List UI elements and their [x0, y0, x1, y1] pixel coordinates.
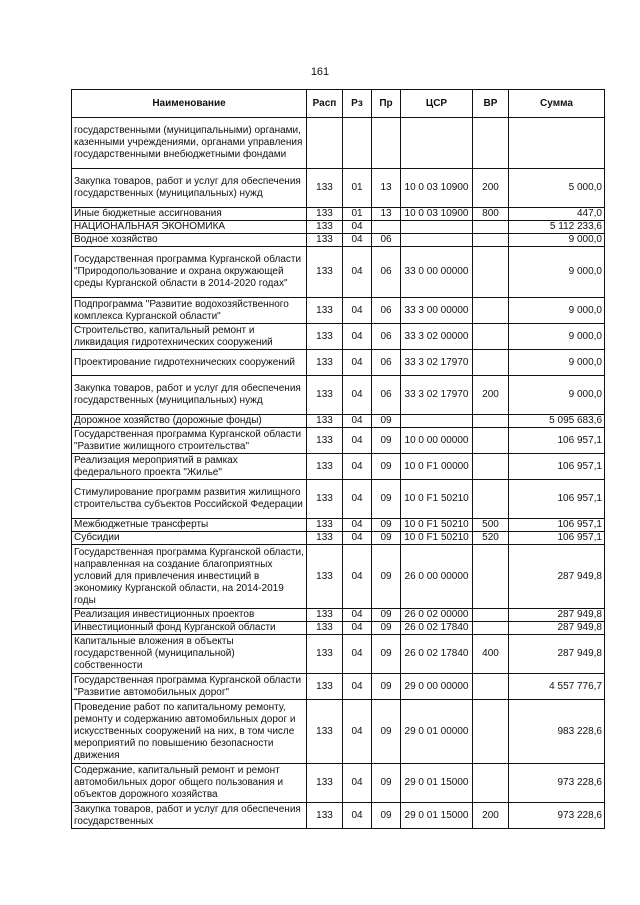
table-row — [72, 247, 605, 298]
row-sum: 5 112 233,6 — [509, 221, 605, 234]
header-pr: Пр — [372, 90, 401, 118]
row-vr: 520 — [473, 532, 509, 545]
row-name: Проведение работ по капитальному ремонту, ремонту и содержанию автомобильных дорог и искусственных сооружений на них, в том числе мероприятий по повышению безопасности движения — [72, 700, 307, 764]
row-vr: 200 — [473, 169, 509, 208]
row-rz: 04 — [343, 519, 372, 532]
row-vr — [473, 350, 509, 376]
row-rasp: 133 — [307, 208, 343, 221]
row-name: НАЦИОНАЛЬНАЯ ЭКОНОМИКА — [72, 221, 307, 234]
row-pr: 06 — [372, 324, 401, 350]
row-name: Государственная программа Курганской области "Природопользование и охрана окружающей среды Курганской области в 2014-2020 годах" — [72, 247, 307, 298]
row-rasp: 133 — [307, 622, 343, 635]
row-vr — [473, 545, 509, 609]
row-pr: 09 — [372, 700, 401, 764]
row-csr: 33 3 00 00000 — [401, 298, 473, 324]
row-csr — [401, 221, 473, 234]
table-row — [72, 480, 605, 519]
table-row — [72, 428, 605, 454]
row-vr: 800 — [473, 208, 509, 221]
row-name: Реализация мероприятий в рамках федерального проекта "Жилье" — [72, 454, 307, 480]
row-rasp: 133 — [307, 480, 343, 519]
row-rasp: 133 — [307, 519, 343, 532]
row-pr: 13 — [372, 208, 401, 221]
row-rasp: 133 — [307, 234, 343, 247]
row-pr — [372, 221, 401, 234]
table-row — [72, 324, 605, 350]
header-row — [72, 90, 605, 118]
row-vr — [473, 247, 509, 298]
table-row — [72, 545, 605, 609]
row-name: Инвестиционный фонд Курганской области — [72, 622, 307, 635]
row-rz: 04 — [343, 764, 372, 803]
row-rz: 04 — [343, 298, 372, 324]
row-rasp: 133 — [307, 700, 343, 764]
row-rz: 04 — [343, 247, 372, 298]
row-vr — [473, 415, 509, 428]
row-csr: 10 0 03 10900 — [401, 208, 473, 221]
row-csr: 33 3 02 17970 — [401, 376, 473, 415]
row-rz: 04 — [343, 428, 372, 454]
row-sum: 106 957,1 — [509, 454, 605, 480]
row-rasp: 133 — [307, 324, 343, 350]
row-rasp: 133 — [307, 169, 343, 208]
row-pr: 09 — [372, 609, 401, 622]
row-vr — [473, 764, 509, 803]
row-rz: 04 — [343, 622, 372, 635]
row-csr — [401, 415, 473, 428]
row-pr: 09 — [372, 803, 401, 829]
table-row — [72, 700, 605, 764]
row-csr: 10 0 00 00000 — [401, 428, 473, 454]
row-sum: 287 949,8 — [509, 609, 605, 622]
row-pr: 09 — [372, 519, 401, 532]
row-sum: 9 000,0 — [509, 376, 605, 415]
table-row — [72, 118, 605, 169]
row-rz: 04 — [343, 532, 372, 545]
row-rasp: 133 — [307, 376, 343, 415]
table-row — [72, 609, 605, 622]
row-rasp: 133 — [307, 635, 343, 674]
row-rasp: 133 — [307, 609, 343, 622]
row-rz: 04 — [343, 803, 372, 829]
row-csr: 26 0 02 17840 — [401, 635, 473, 674]
row-vr: 200 — [473, 803, 509, 829]
row-sum: 9 000,0 — [509, 247, 605, 298]
row-sum: 973 228,6 — [509, 764, 605, 803]
row-name: Проектирование гидротехнических сооружений — [72, 350, 307, 376]
row-sum: 5 095 683,6 — [509, 415, 605, 428]
row-sum: 9 000,0 — [509, 350, 605, 376]
row-pr: 09 — [372, 532, 401, 545]
row-csr: 26 0 00 00000 — [401, 545, 473, 609]
row-csr: 10 0 F1 50210 — [401, 480, 473, 519]
header-name: Наименование — [72, 90, 307, 118]
row-vr — [473, 674, 509, 700]
row-csr: 26 0 02 00000 — [401, 609, 473, 622]
table-row — [72, 674, 605, 700]
row-vr — [473, 298, 509, 324]
row-rz: 01 — [343, 169, 372, 208]
table-row — [72, 454, 605, 480]
table-row — [72, 415, 605, 428]
row-sum — [509, 118, 605, 169]
table-row — [72, 298, 605, 324]
row-pr: 09 — [372, 480, 401, 519]
row-vr — [473, 622, 509, 635]
row-csr: 10 0 F1 50210 — [401, 519, 473, 532]
table-row — [72, 169, 605, 208]
row-name: Государственная программа Курганской области "Развитие автомобильных дорог" — [72, 674, 307, 700]
row-sum: 447,0 — [509, 208, 605, 221]
table-row — [72, 532, 605, 545]
table-row — [72, 208, 605, 221]
row-sum: 9 000,0 — [509, 324, 605, 350]
table-row — [72, 519, 605, 532]
row-csr: 33 3 02 00000 — [401, 324, 473, 350]
row-rz: 04 — [343, 454, 372, 480]
row-rasp: 133 — [307, 545, 343, 609]
row-pr: 09 — [372, 622, 401, 635]
row-rz: 04 — [343, 700, 372, 764]
header-vr: ВР — [473, 90, 509, 118]
row-csr: 26 0 02 17840 — [401, 622, 473, 635]
row-csr: 29 0 00 00000 — [401, 674, 473, 700]
row-sum: 106 957,1 — [509, 480, 605, 519]
row-rz — [343, 118, 372, 169]
row-rasp: 133 — [307, 350, 343, 376]
row-rz: 04 — [343, 635, 372, 674]
row-vr: 500 — [473, 519, 509, 532]
row-name: Государственная программа Курганской области "Развитие жилищного строительства" — [72, 428, 307, 454]
row-rasp: 133 — [307, 454, 343, 480]
row-rasp: 133 — [307, 247, 343, 298]
row-csr: 33 3 02 17970 — [401, 350, 473, 376]
row-vr — [473, 118, 509, 169]
row-sum: 106 957,1 — [509, 519, 605, 532]
table-row — [72, 764, 605, 803]
row-pr: 09 — [372, 635, 401, 674]
row-vr — [473, 609, 509, 622]
header-csr: ЦСР — [401, 90, 473, 118]
row-rz: 04 — [343, 480, 372, 519]
row-rz: 01 — [343, 208, 372, 221]
row-sum: 983 228,6 — [509, 700, 605, 764]
row-pr: 09 — [372, 415, 401, 428]
row-name: Содержание, капитальный ремонт и ремонт автомобильных дорог общего пользования и объектов дорожного хозяйства — [72, 764, 307, 803]
row-rz: 04 — [343, 221, 372, 234]
table-row — [72, 234, 605, 247]
row-name: Реализация инвестиционных проектов — [72, 609, 307, 622]
row-pr: 09 — [372, 674, 401, 700]
row-sum: 287 949,8 — [509, 545, 605, 609]
row-name: Водное хозяйство — [72, 234, 307, 247]
row-vr — [473, 428, 509, 454]
row-name: Субсидии — [72, 532, 307, 545]
row-pr: 09 — [372, 764, 401, 803]
row-pr: 09 — [372, 545, 401, 609]
row-rasp: 133 — [307, 221, 343, 234]
row-vr — [473, 700, 509, 764]
row-vr — [473, 234, 509, 247]
row-csr: 10 0 03 10900 — [401, 169, 473, 208]
row-sum: 106 957,1 — [509, 428, 605, 454]
row-sum: 5 000,0 — [509, 169, 605, 208]
row-csr — [401, 118, 473, 169]
table-row — [72, 221, 605, 234]
row-rasp: 133 — [307, 415, 343, 428]
row-name: Межбюджетные трансферты — [72, 519, 307, 532]
row-name: Стимулирование программ развития жилищного строительства субъектов Российской Федерации — [72, 480, 307, 519]
row-vr — [473, 221, 509, 234]
row-sum: 287 949,8 — [509, 635, 605, 674]
row-rasp: 133 — [307, 532, 343, 545]
row-csr: 33 0 00 00000 — [401, 247, 473, 298]
row-sum: 4 557 776,7 — [509, 674, 605, 700]
row-csr: 29 0 01 00000 — [401, 700, 473, 764]
row-rasp: 133 — [307, 428, 343, 454]
row-pr: 13 — [372, 169, 401, 208]
row-rz: 04 — [343, 324, 372, 350]
row-name: Закупка товаров, работ и услуг для обеспечения государственных (муниципальных) нужд — [72, 169, 307, 208]
row-sum: 973 228,6 — [509, 803, 605, 829]
row-csr — [401, 234, 473, 247]
row-name: государственными (муниципальными) органами, казенными учреждениями, органами управления государственными внебюджетными фондами — [72, 118, 307, 169]
row-pr: 06 — [372, 247, 401, 298]
row-rasp: 133 — [307, 298, 343, 324]
row-sum: 9 000,0 — [509, 298, 605, 324]
row-rasp — [307, 118, 343, 169]
row-vr — [473, 454, 509, 480]
row-vr — [473, 480, 509, 519]
row-name: Государственная программа Курганской области, направленная на создание благоприятных условий для привлечения инвестиций в экономику Курганской области, на 2014-2019 годы — [72, 545, 307, 609]
row-sum: 106 957,1 — [509, 532, 605, 545]
header-rz: Рз — [343, 90, 372, 118]
header-rasp: Расп — [307, 90, 343, 118]
row-name: Подпрограмма "Развитие водохозяйственного комплекса Курганской области" — [72, 298, 307, 324]
budget-table — [71, 89, 605, 829]
row-name: Иные бюджетные ассигнования — [72, 208, 307, 221]
row-pr — [372, 118, 401, 169]
row-vr: 400 — [473, 635, 509, 674]
row-pr: 06 — [372, 298, 401, 324]
table-row — [72, 635, 605, 674]
row-rz: 04 — [343, 545, 372, 609]
row-rz: 04 — [343, 234, 372, 247]
row-pr: 06 — [372, 376, 401, 415]
row-csr: 29 0 01 15000 — [401, 803, 473, 829]
row-rz: 04 — [343, 674, 372, 700]
row-name: Капитальные вложения в объекты государственной (муниципальной) собственности — [72, 635, 307, 674]
row-csr: 29 0 01 15000 — [401, 764, 473, 803]
row-pr: 09 — [372, 454, 401, 480]
row-rasp: 133 — [307, 803, 343, 829]
row-name: Закупка товаров, работ и услуг для обеспечения государственных (муниципальных) нужд — [72, 376, 307, 415]
row-name: Дорожное хозяйство (дорожные фонды) — [72, 415, 307, 428]
row-csr: 10 0 F1 00000 — [401, 454, 473, 480]
row-vr: 200 — [473, 376, 509, 415]
row-pr: 06 — [372, 350, 401, 376]
row-rz: 04 — [343, 415, 372, 428]
row-name: Закупка товаров, работ и услуг для обеспечения государственных — [72, 803, 307, 829]
row-vr — [473, 324, 509, 350]
table-row — [72, 376, 605, 415]
row-pr: 09 — [372, 428, 401, 454]
row-sum: 287 949,8 — [509, 622, 605, 635]
table-row — [72, 350, 605, 376]
table-row — [72, 803, 605, 829]
row-sum: 9 000,0 — [509, 234, 605, 247]
row-csr: 10 0 F1 50210 — [401, 532, 473, 545]
row-rz: 04 — [343, 350, 372, 376]
row-rz: 04 — [343, 376, 372, 415]
table-row — [72, 622, 605, 635]
row-name: Строительство, капитальный ремонт и ликвидация гидротехнических сооружений — [72, 324, 307, 350]
row-rasp: 133 — [307, 674, 343, 700]
page-number: 161 — [310, 66, 330, 78]
row-rz: 04 — [343, 609, 372, 622]
row-pr: 06 — [372, 234, 401, 247]
header-sum: Сумма — [509, 90, 605, 118]
row-rasp: 133 — [307, 764, 343, 803]
